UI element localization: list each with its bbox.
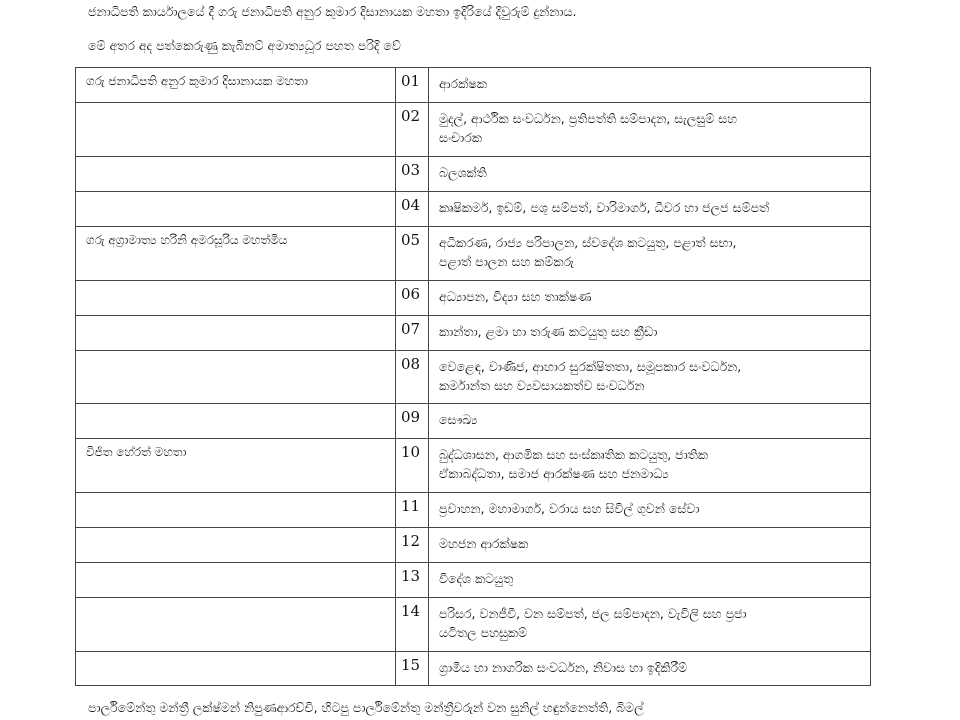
table-row [76, 157, 871, 192]
portfolio-name-cell: අධ්‍යාපන, විද්‍යා සහ තාක්ෂණ [429, 281, 871, 316]
portfolio-name-cell: පරිසර, වනජීවී, වන සම්පත්, ජල සම්පාදන, වැවිලි සහ ප්‍රජා යටිතල පහසුකම් [429, 598, 871, 652]
top-paragraph-line: ජනාධිපති කාර්යාලයේ දී ගරු ජනාධිපති අනුර කුමාර දිසානායක මහතා ඉදිරියේ දිවුරුම් දුන්නාය. [88, 4, 577, 19]
portfolio-name-cell: ග්‍රාමීය හා නාගරික සංවර්ධන, නිවාස හා ඉදිකිරීම් [429, 652, 871, 686]
minister-name-cell [76, 598, 396, 652]
bottom-paragraph-line: පාර්ලිමේන්තු මන්ත්‍රී ලක්ෂ්මන් නිපුණආරච්චි, හිටපු පාර්ලිමේන්තු මන්ත්‍රීවරුන් වන සුනිල් හඳුන්නෙත්ති, බිමල් [88, 700, 644, 715]
table-row [76, 598, 871, 652]
minister-name-cell [76, 652, 396, 686]
table-row [76, 439, 871, 493]
portfolio-number-cell: 05 [396, 227, 429, 281]
minister-name-cell: ගරු අග්‍රාමාත්‍ය හරිනි අමරසූරිය මහත්මිය [76, 227, 396, 281]
minister-name-cell [76, 404, 396, 439]
minister-name-cell: ගරු ජනාධිපති අනුර කුමාර දිසානායක මහතා [76, 68, 396, 103]
portfolio-number-cell: 08 [396, 351, 429, 404]
portfolio-number-cell: 15 [396, 652, 429, 686]
portfolio-name-cell: ප්‍රවාහන, මහාමාර්ග, වරාය සහ සිවිල් ගුවන් සේවා [429, 493, 871, 528]
portfolio-number-cell: 13 [396, 563, 429, 598]
portfolio-number-cell: 03 [396, 157, 429, 192]
minister-name-cell [76, 493, 396, 528]
table-row [76, 404, 871, 439]
minister-name-cell [76, 351, 396, 404]
portfolio-number-cell: 04 [396, 192, 429, 227]
portfolio-name-cell: අධිකරණ, රාජ්‍ය පරිපාලන, ස්වදේශ කටයුතු, පළාත් සභා, පළාත් පාලන සහ කම්කරු [429, 227, 871, 281]
portfolio-number-cell: 11 [396, 493, 429, 528]
table-row [76, 493, 871, 528]
table-row [76, 316, 871, 351]
table-row [76, 652, 871, 686]
minister-name-cell [76, 563, 396, 598]
minister-name-cell [76, 281, 396, 316]
cabinet-portfolio-table [75, 67, 871, 686]
table-body [76, 68, 871, 686]
portfolio-name-cell: සෞඛ්‍ය [429, 404, 871, 439]
table-row [76, 192, 871, 227]
table-row [76, 227, 871, 281]
portfolio-name-cell: මුදල්, ආර්ථික සංවර්ධන, ප්‍රතිපත්ති සම්පාදන, සැලසුම් සහ සංචාරක [429, 103, 871, 157]
portfolio-name-cell: ආරක්ෂක [429, 68, 871, 103]
portfolio-number-cell: 12 [396, 528, 429, 563]
table-row [76, 281, 871, 316]
table-row [76, 103, 871, 157]
portfolio-number-cell: 02 [396, 103, 429, 157]
minister-name-cell [76, 316, 396, 351]
minister-name-cell [76, 528, 396, 563]
table-intro-line: මේ අතර අද පත්කෙරුණු කැබිනට් අමාත්‍යධූර පහත පරිදි වේ [88, 38, 401, 53]
portfolio-name-cell: කාන්තා, ළමා හා තරුණ කටයුතු සහ ක්‍රීඩා [429, 316, 871, 351]
table-row [76, 563, 871, 598]
minister-name-cell [76, 192, 396, 227]
portfolio-name-cell: මහජන ආරක්ෂක [429, 528, 871, 563]
top-paragraph [88, 4, 878, 20]
portfolio-number-cell: 10 [396, 439, 429, 493]
portfolio-number-cell: 06 [396, 281, 429, 316]
portfolio-name-cell: කෘෂිකර්ම, ඉඩම්, පශු සම්පත්, වාරිමාර්ග, ධීවර හා ජලජ සම්පත් [429, 192, 871, 227]
portfolio-number-cell: 14 [396, 598, 429, 652]
portfolio-name-cell: බුද්ධශාසන, ආගමික සහ සංස්කෘතික කටයුතු, ජාතික ඒකාබද්ධතා, සමාජ ආරක්ෂණ සහ ජනමාධ්‍ය [429, 439, 871, 493]
portfolio-name-cell: විදේශ කටයුතු [429, 563, 871, 598]
minister-name-cell [76, 103, 396, 157]
portfolio-name-cell: බලශක්ති [429, 157, 871, 192]
portfolio-number-cell: 01 [396, 68, 429, 103]
table-row [76, 68, 871, 103]
portfolio-name-cell: වෙළෙඳ, වාණිජ, ආහාර සුරක්ෂිතතා, සමූපකාර සංවර්ධන, කර්මාන්ත සහ ව්‍යවසායකත්ව සංවර්ධන [429, 351, 871, 404]
table-row [76, 351, 871, 404]
portfolio-number-cell: 09 [396, 404, 429, 439]
table-row [76, 528, 871, 563]
minister-name-cell: විජිත හේරත් මහතා [76, 439, 396, 493]
portfolio-number-cell: 07 [396, 316, 429, 351]
minister-name-cell [76, 157, 396, 192]
